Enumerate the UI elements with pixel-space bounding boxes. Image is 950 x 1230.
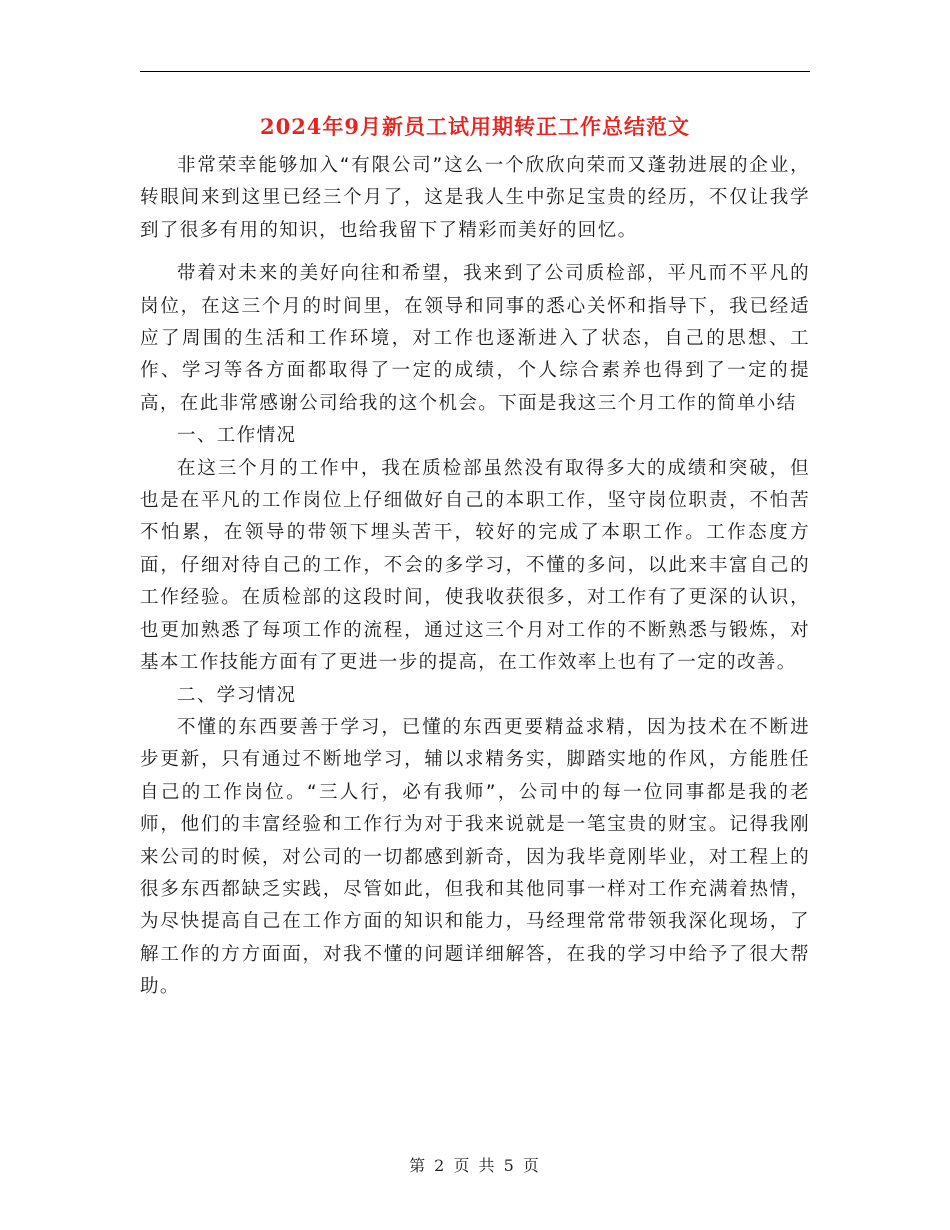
paragraph-position: 带着对未来的美好向往和希望，我来到了公司质检部，平凡而不平凡的岗位，在这三个月的时间里，在领导和同事的悉心关怀和指导下，我已经适应了周围的生活和工作环境，对工作也逐渐进入了状态，自己的思想、工作、学习等各方面都取得了一定的成绩，个人综合素养也得到了一定的提高，在此非常感谢公司给我的这个机会。下面是我这三个月工作的简单小结 xyxy=(140,263,810,414)
section-heading-study: 二、学习情况 xyxy=(177,684,297,706)
page-number-footer: 第 2 页 共 5 页 xyxy=(409,1156,541,1175)
header-rule xyxy=(140,71,810,72)
section-heading-work: 一、工作情况 xyxy=(177,425,297,447)
paragraph-intro: 非常荣幸能够加入“有限公司”这么一个欣欣向荣而又蓬勃进展的企业，转眼间来到这里已经三个月了，这是我人生中弥足宝贵的经历，不仅让我学到了很多有用的知识，也给我留下了精彩而美好的回忆。 xyxy=(140,155,810,241)
document-body xyxy=(140,150,810,1004)
paragraph-study: 不懂的东西要善于学习，已懂的东西更要精益求精，因为技术在不断进步更新，只有通过不断地学习，辅以求精务实，脚踏实地的作风，方能胜任自己的工作岗位。“三人行，必有我师”，公司中的每一位同事都是我的老师，他们的丰富经验和工作行为对于我来说就是一笔宝贵的财宝。记得我刚来公司的时候，对公司的一切都感到新奇，因为我毕竟刚毕业，对工程上的很多东西都缺乏实践，尽管如此，但我和其他同事一样对工作充满着热情，为尽快提高自己在工作方面的知识和能力，马经理常常带领我深化现场，了解工作的方方面面，对我不懂的问题详细解答，在我的学习中给予了很大帮助。 xyxy=(140,716,810,998)
paragraph-work: 在这三个月的工作中，我在质检部虽然没有取得多大的成绩和突破，但也是在平凡的工作岗位上仔细做好自己的本职工作，坚守岗位职责，不怕苦不怕累，在领导的带领下埋头苦干，较好的完成了本职工作。工作态度方面，仔细对待自己的工作，不会的多学习，不懂的多问，以此来丰富自己的工作经验。在质检部的这段时间，使我收获很多，对工作有了更深的认识，也更加熟悉了每项工作的流程，通过这三个月对工作的不断熟悉与锻炼，对基本工作技能方面有了更进一步的提高，在工作效率上也有了一定的改善。 xyxy=(140,457,810,674)
document-title: 2024年9月新员工试用期转正工作总结范文 xyxy=(259,114,691,139)
